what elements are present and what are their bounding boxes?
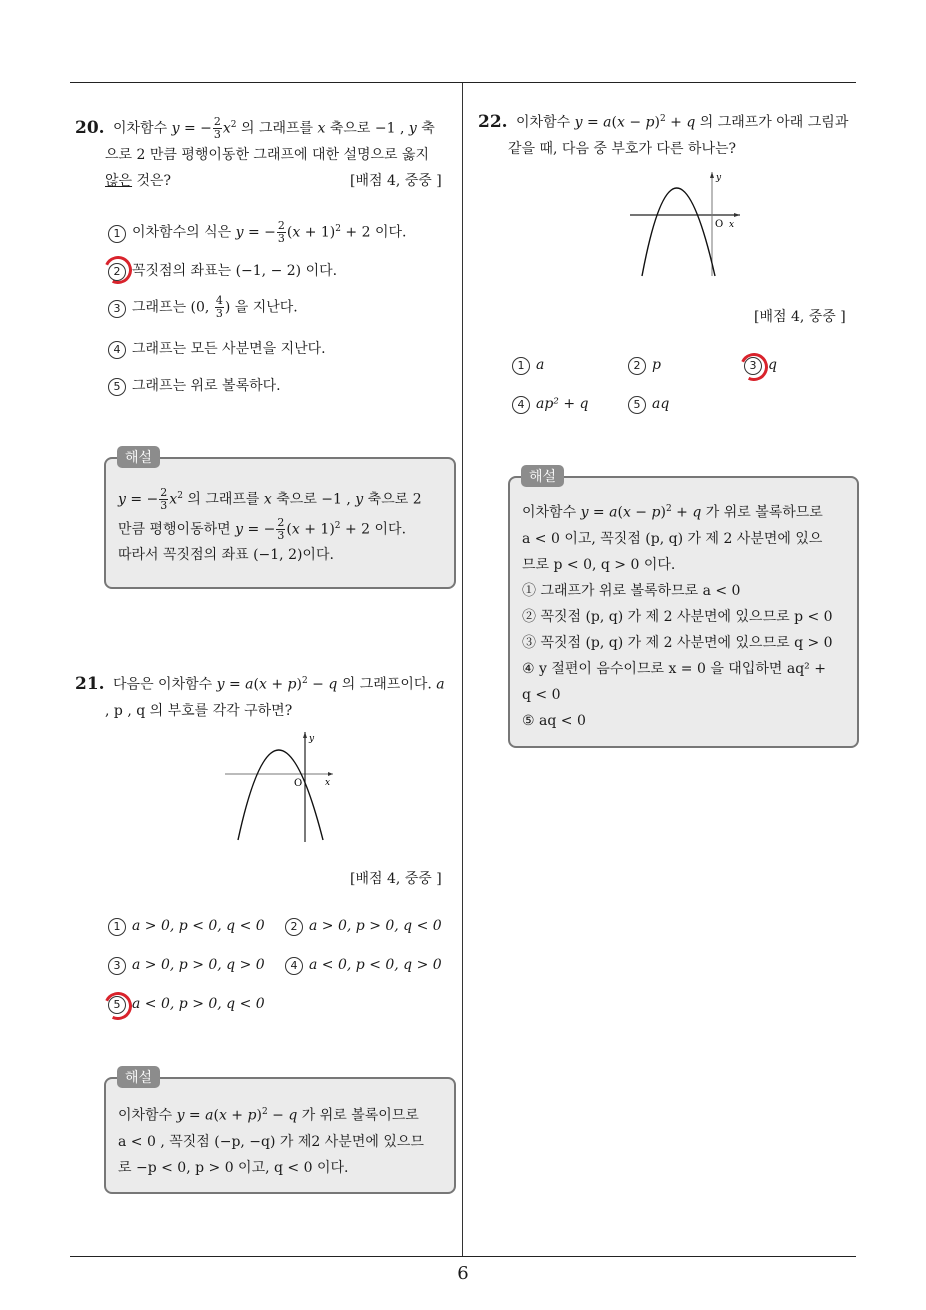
q20-score: [배점 4, 중중 ]	[350, 173, 442, 189]
q20-line1: 20. 이차함수 y = − $\frac{2}{3}$ $x^2$ 의 그래프를 x 축으로 −1 , y 축	[75, 115, 435, 142]
circled-2-icon: 2	[628, 357, 646, 375]
q22-option-2[interactable]: 2 p	[628, 357, 661, 375]
column-separator	[462, 83, 463, 1257]
q21-solution-tag: 해설	[117, 1066, 160, 1088]
q22-sol-line6: ③ 꼭짓점 (p, q) 가 제 2 사분면에 있으므로 q > 0	[522, 634, 833, 651]
q22-option-1[interactable]: 1 a	[512, 357, 544, 375]
q22-sol-line2: a < 0 이고, 꼭짓점 (p, q) 가 제 2 사분면에 있으	[522, 530, 823, 547]
circled-1-icon: 1	[108, 918, 126, 936]
q22-sol-line8: q < 0	[522, 686, 561, 703]
q21-option-5[interactable]: 5 a < 0, p > 0, q < 0	[108, 996, 265, 1014]
svg-text:y: y	[309, 734, 315, 744]
circled-4-icon: 4	[108, 341, 126, 359]
q20-option-2[interactable]: 2 꼭짓점의 좌표는 (−1, − 2) 이다.	[108, 260, 337, 281]
q22-solution-box	[508, 476, 859, 748]
circled-5-icon: 5	[108, 378, 126, 396]
svg-text:x: x	[325, 778, 331, 788]
q22-score: [배점 4, 중중 ]	[754, 309, 846, 325]
svg-text:y: y	[716, 173, 722, 183]
circled-5-icon: 5	[108, 996, 126, 1014]
top-rule	[70, 82, 856, 83]
q20-option-1[interactable]: 1 이차함수의 식은 y = − $\frac{2}{3}$ $(x + 1)^2 + 2$ 이다.	[108, 220, 406, 245]
q20-option-4[interactable]: 4 그래프는 모든 사분면을 지난다.	[108, 338, 326, 359]
q20-option-5[interactable]: 5 그래프는 위로 볼록하다.	[108, 375, 281, 396]
question-21	[75, 668, 457, 724]
circled-4-icon: 4	[285, 957, 303, 975]
circled-2-icon: 2	[108, 263, 126, 281]
q21-line2: , p , q 의 부호를 각각 구하면?	[105, 702, 293, 719]
circled-4-icon: 4	[512, 396, 530, 414]
circled-1-icon: 1	[108, 225, 126, 243]
circled-3-icon: 3	[108, 957, 126, 975]
q21-option-2[interactable]: 2 a > 0, p > 0, q < 0	[285, 918, 442, 936]
q21-graph	[225, 730, 335, 845]
question-22	[478, 106, 858, 162]
q22-sol-line4: ① 그래프가 위로 볼록하므로 a < 0	[522, 582, 741, 599]
parabola	[238, 750, 323, 840]
q20-line2: 으로 2 만큼 평행이동한 그래프에 대한 설명으로 옳지	[105, 146, 430, 163]
q22-option-4[interactable]: 4 ap² + q	[512, 396, 589, 414]
q20-line3: 않은 것은?	[105, 172, 172, 189]
circled-3-icon: 3	[744, 357, 762, 375]
bottom-rule	[70, 1256, 856, 1257]
circled-3-icon: 3	[108, 300, 126, 318]
q20-option-3[interactable]: 3 그래프는 (0, $\frac{4}{3}$ ) 을 지난다.	[108, 295, 298, 320]
circled-2-icon: 2	[285, 918, 303, 936]
q22-line2: 같을 때, 다음 중 부호가 다른 하나는?	[508, 140, 736, 157]
q21-line1: 21. 다음은 이차함수 $y = a(x + p)^2 - q$ 의 그래프이다. a	[75, 673, 445, 694]
q21-sol-line2: a < 0 , 꼭짓점 (−p, −q) 가 제2 사분면에 있으므	[118, 1133, 424, 1150]
q22-sol-line7: ④ y 절편이 음수이므로 x = 0 을 대입하면 aq² +	[522, 660, 826, 677]
q20-solution-tag: 해설	[117, 446, 160, 468]
q22-number: 22.	[478, 111, 508, 132]
svg-text:x: x	[729, 220, 735, 230]
q22-sol-line3: 므로 p < 0, q > 0 이다.	[522, 556, 676, 573]
q22-sol-line9: ⑤ aq < 0	[522, 712, 586, 729]
q20-sol-line3: 따라서 꼭짓점의 좌표 (−1, 2)이다.	[118, 547, 334, 564]
q22-option-5[interactable]: 5 aq	[628, 396, 669, 414]
origin-label: O	[294, 778, 303, 789]
q21-option-1[interactable]: 1 a > 0, p < 0, q < 0	[108, 918, 265, 936]
q22-sol-line5: ② 꼭짓점 (p, q) 가 제 2 사분면에 있으므로 p < 0	[522, 608, 833, 625]
q22-solution-tag: 해설	[521, 465, 564, 487]
parabola	[642, 188, 715, 276]
q20-sol-line2: 만큼 평행이동하면 y = − $\frac{2}{3}$ $(x + 1)^2 + 2$ 이다.	[118, 515, 407, 542]
q20-number: 20.	[75, 117, 105, 138]
q21-score: [배점 4, 중중 ]	[350, 871, 442, 887]
circled-5-icon: 5	[628, 396, 646, 414]
q20-sol-line1: y = − $\frac{2}{3}$ $x^2$ 의 그래프를 x 축으로 −1 , y 축으로 2	[118, 486, 422, 513]
q21-number: 21.	[75, 673, 105, 694]
q21-sol-line1: 이차함수 $y = a(x + p)^2 - q$ 가 위로 볼록이므로	[118, 1107, 419, 1124]
q22-option-3[interactable]: 3 q	[744, 357, 777, 375]
q22-graph	[628, 170, 743, 280]
q21-sol-line3: 로 −p < 0, p > 0 이고, q < 0 이다.	[118, 1159, 349, 1176]
q21-solution-box	[104, 1077, 456, 1194]
q22-line1: 22. 이차함수 $y = a(x - p)^2 + q$ 의 그래프가 아래 그림과	[478, 111, 849, 132]
circled-1-icon: 1	[512, 357, 530, 375]
q22-sol-line1: 이차함수 $y = a(x - p)^2 + q$ 가 위로 볼록하므로	[522, 504, 823, 521]
svg-text:O: O	[715, 219, 724, 230]
q21-option-3[interactable]: 3 a > 0, p > 0, q > 0	[108, 957, 265, 975]
q21-option-4[interactable]: 4 a < 0, p < 0, q > 0	[285, 957, 442, 975]
page-number: 6	[457, 1263, 469, 1284]
q20-solution-box	[104, 457, 456, 589]
